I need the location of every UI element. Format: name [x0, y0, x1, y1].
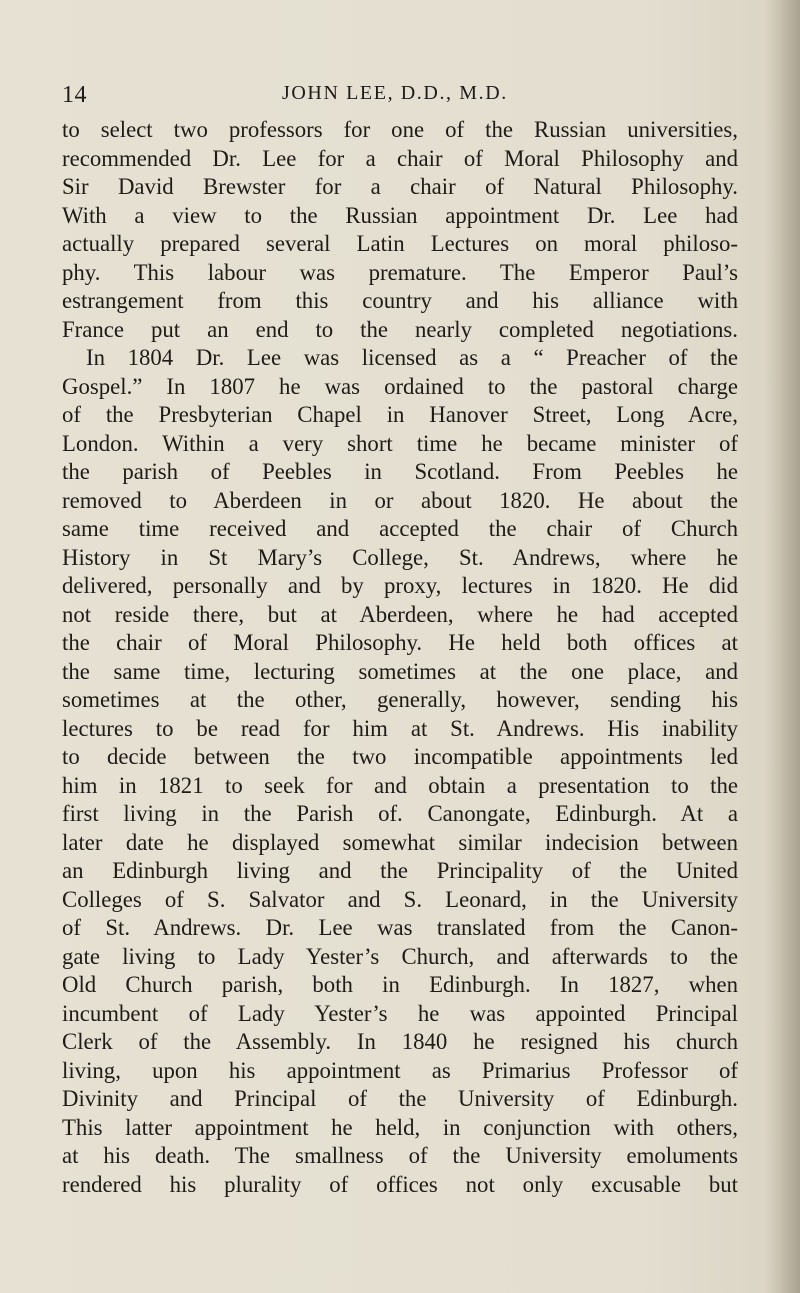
- text-line: not reside there, but at Aberdeen, where he had accepted: [62, 601, 738, 627]
- text-line: to decide between the two incompatible appointments led: [62, 744, 738, 769]
- text-line: the chair of Moral Philosophy. He held both offices at: [62, 630, 738, 655]
- text-line: of St. Andrews. Dr. Lee was translated from the Canon-: [62, 915, 738, 940]
- text-line: rendered his plurality of offices not only excusable but: [62, 1171, 738, 1197]
- text-line: This latter appointment he held, in conjunction with others,: [62, 1114, 738, 1140]
- text-line: Gospel.” In 1807 he was ordained to the pastoral charge: [62, 373, 738, 399]
- text-line: incumbent of Lady Yester’s he was appointed Principal: [62, 1000, 738, 1026]
- text-line: later date he displayed somewhat similar indecision between: [62, 829, 738, 855]
- text-line: to select two professors for one of the Russian universities,: [62, 117, 738, 142]
- text-line: estrangement from this country and his alliance with: [62, 288, 738, 313]
- text-line: the parish of Peebles in Scotland. From Peebles he: [62, 459, 738, 484]
- text-line: actually prepared several Latin Lectures on moral philoso-: [62, 231, 738, 256]
- body-text: [62, 116, 738, 1199]
- text-line: him in 1821 to seek for and obtain a presentation to the: [62, 772, 738, 798]
- running-header: [62, 82, 762, 110]
- text-line: same time received and accepted the chair of Church: [62, 516, 738, 541]
- text-line: living, upon his appointment as Primarius Professor of: [62, 1057, 738, 1083]
- text-line: With a view to the Russian appointment Dr. Lee had: [62, 202, 738, 228]
- text-line: History in St Mary’s College, St. Andrews, where he: [62, 544, 738, 570]
- text-line: removed to Aberdeen in or about 1820. He about the: [62, 487, 738, 513]
- running-title: JOHN LEE, D.D., M.D.: [282, 82, 508, 104]
- text-line: London. Within a very short time he became minister of: [62, 430, 738, 456]
- text-line: the same time, lecturing sometimes at the one place, and: [62, 658, 738, 684]
- text-line: In 1804 Dr. Lee was licensed as a “ Preacher of the: [86, 345, 738, 370]
- text-line: delivered, personally and by proxy, lectures in 1820. He did: [62, 573, 738, 598]
- text-line: of the Presbyterian Chapel in Hanover Street, Long Acre,: [62, 402, 738, 427]
- page-edge-shadow: [766, 0, 800, 1293]
- text-line: lectures to be read for him at St. Andrews. His inability: [62, 715, 738, 741]
- text-line: phy. This labour was premature. The Emperor Paul’s: [62, 259, 738, 285]
- text-line: Divinity and Principal of the University of Edinburgh.: [62, 1086, 738, 1111]
- text-line: at his death. The smallness of the University emoluments: [62, 1143, 738, 1168]
- text-line: gate living to Lady Yester’s Church, and afterwards to the: [62, 943, 738, 969]
- text-line: sometimes at the other, generally, however, sending his: [62, 687, 738, 712]
- page-number: 14: [62, 82, 87, 108]
- text-line: Colleges of S. Salvator and S. Leonard, in the University: [62, 886, 738, 912]
- text-line: Clerk of the Assembly. In 1840 he resigned his church: [62, 1029, 738, 1054]
- text-line: recommended Dr. Lee for a chair of Moral Philosophy and: [62, 145, 738, 171]
- text-line: France put an end to the nearly completed negotiations.: [62, 316, 738, 342]
- text-line: an Edinburgh living and the Principality of the United: [62, 858, 738, 883]
- text-line: Old Church parish, both in Edinburgh. In 1827, when: [62, 972, 738, 997]
- text-line: first living in the Parish of. Canongate, Edinburgh. At a: [62, 801, 738, 826]
- text-line: Sir David Brewster for a chair of Natural Philosophy.: [62, 174, 738, 199]
